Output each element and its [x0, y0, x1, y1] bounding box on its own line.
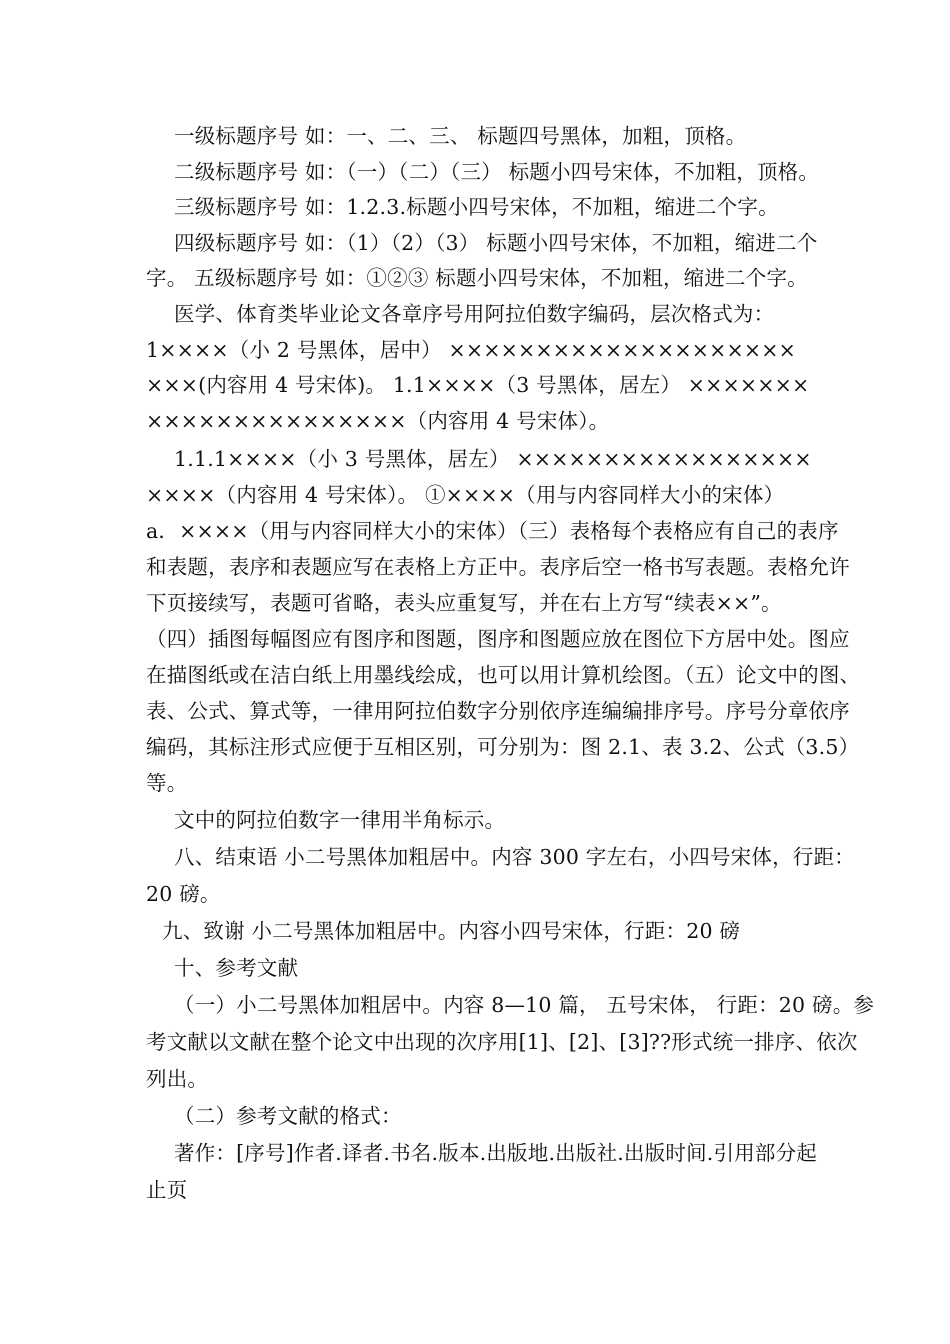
paragraph-line: ××××（内容用 4 号宋体）。 ①××××（用与内容同样大小的宋体）: [146, 483, 785, 507]
paragraph-line: 1.1.1××××（小 3 号黑体，居左） ×××××××××××××××××: [174, 447, 812, 471]
paragraph-line: （二）参考文献的格式：: [174, 1104, 402, 1128]
paragraph-line: a．××××（用与内容同样大小的宋体）（三）表格每个表格应有自己的表序: [146, 519, 839, 543]
paragraph-line: 三级标题序号 如：1.2.3.标题小四号宋体，不加粗，缩进二个字。: [174, 195, 779, 219]
paragraph-line: 文中的阿拉伯数字一律用半角标示。: [174, 808, 506, 832]
paragraph-line: ×××××××××××××××（内容用 4 号宋体）。: [146, 409, 610, 433]
paragraph-line: 著作：[序号]作者.译者.书名.版本.出版地.出版社.出版时间.引用部分起: [174, 1141, 818, 1165]
paragraph-line: 十、参考文献: [174, 956, 299, 980]
paragraph-line: 止页: [146, 1178, 188, 1202]
paragraph-line: 医学、体育类毕业论文各章序号用阿拉伯数字编码，层次格式为：: [174, 302, 775, 326]
paragraph-line: 一级标题序号 如：一、二、三、 标题四号黑体，加粗，顶格。: [174, 124, 747, 148]
paragraph-line: （一）小二号黑体加粗居中。内容 8—10 篇， 五号宋体， 行距：20 磅。参: [174, 993, 875, 1017]
paragraph-line: 1××××（小 2 号黑体，居中） ××××××××××××××××××××: [146, 338, 796, 362]
paragraph-line: 20 磅。: [146, 882, 221, 906]
paragraph-line: 在描图纸或在洁白纸上用墨线绘成，也可以用计算机绘图。（五）论文中的图、: [146, 663, 861, 687]
paragraph-line: 二级标题序号 如：（一）（二）（三） 标题小四号宋体，不加粗，顶格。: [174, 160, 820, 184]
paragraph-line: 表、公式、算式等，一律用阿拉伯数字分别依序连编编排序号。序号分章依序: [146, 699, 850, 723]
paragraph-line: 九、致谢 小二号黑体加粗居中。内容小四号宋体，行距：20 磅: [162, 919, 741, 943]
paragraph-line: ×××(内容用 4 号宋体)。 1.1××××（3 号黑体，居左） ×××××××: [146, 373, 810, 397]
paragraph-line: 字。 五级标题序号 如：①②③ 标题小四号宋体，不加粗，缩进二个字。: [146, 266, 808, 290]
paragraph-line: 和表题，表序和表题应写在表格上方正中。表序后空一格书写表题。表格允许: [146, 555, 850, 579]
paragraph-line: 列出。: [146, 1067, 209, 1091]
paragraph-line: 八、结束语 小二号黑体加粗居中。内容 300 字左右，小四号宋体，行距：: [174, 845, 855, 869]
paragraph-line: 等。: [146, 771, 188, 795]
paragraph-line: 考文献以文献在整个论文中出现的次序用[1]、[2]、[3]??形式统一排序、依次: [146, 1030, 858, 1054]
paragraph-line: 下页接续写，表题可省略，表头应重复写，并在右上方写“续表××”。: [146, 591, 782, 615]
paragraph-line: 四级标题序号 如：（1）（2）（3） 标题小四号宋体，不加粗，缩进二个: [174, 231, 818, 255]
paragraph-line: 编码，其标注形式应便于互相区别，可分别为：图 2.1、表 3.2、公式（3.5）: [146, 735, 860, 759]
paragraph-line: （四）插图每幅图应有图序和图题，图序和图题应放在图位下方居中处。图应: [146, 627, 850, 651]
